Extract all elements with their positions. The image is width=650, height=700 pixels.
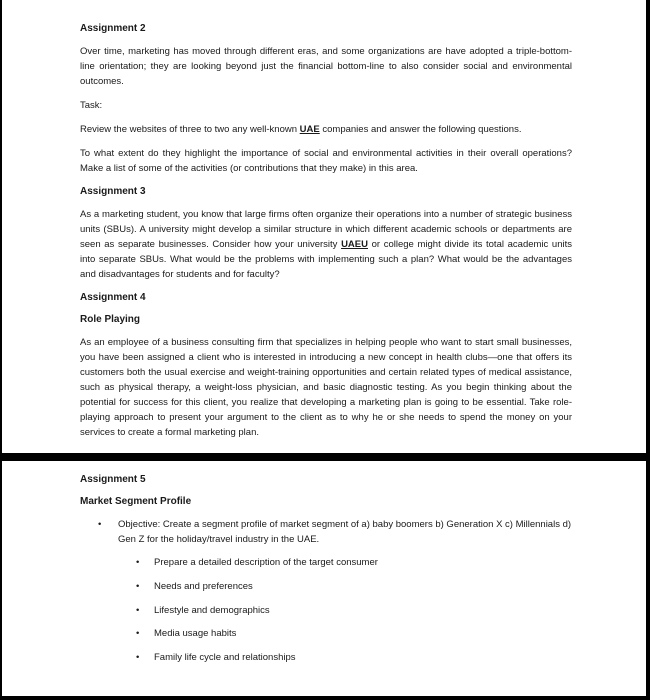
bullet-icon: •	[136, 580, 140, 592]
uae-tag: UAE	[299, 124, 320, 135]
assignment-2-intro: Over time, marketing has moved through different eras, and some organizations are have adopted a triple-bottom-line orientation; they are looking beyond just the financial bottom-line to also consider social and environmental outcomes.	[80, 46, 572, 87]
list-item-text: Family life cycle and relationships	[154, 652, 296, 664]
assignment-5-heading: Assignment 5	[80, 474, 146, 485]
objective-text: Objective: Create a segment profile of market segment of a) baby boomers b) Generation X c) Millennials d) Gen Z for the holiday/travel industry in the UAE.	[118, 519, 572, 545]
assignment-3-text-end: or college might divide its total academic units into separate SBUs. What would be the problems with implementing such a plan? What would be the advantages and disadvantages for students and for faculty?	[80, 239, 573, 280]
list-item	[136, 650, 572, 665]
list-item	[136, 626, 572, 641]
page-bottom-content	[80, 473, 572, 674]
assignment-2-review	[80, 122, 572, 137]
bullet-icon: •	[136, 557, 140, 568]
task-label: Task:	[80, 100, 103, 111]
assignment-2-question: To what extent do they highlight the importance of social and environmental activities in their overall operations? Make a list of some of the activities (or contributions that they make) in this area.	[80, 148, 572, 174]
assignment-4-heading: Assignment 4	[80, 292, 146, 303]
assignment-3-text-start: As a marketing student, you know that large firms often organize their operations into a number of strategic business units (SBUs). A university might develop a similar structure in which different academic schools or departments are seen as separate businesses. Consider how your university	[80, 209, 572, 250]
bullet-icon: •	[136, 628, 140, 640]
list-item	[136, 555, 572, 570]
bullet-icon: •	[136, 604, 140, 616]
list-item-text: Lifestyle and demographics	[154, 604, 270, 616]
document-page-bottom	[2, 461, 646, 696]
objective-item	[98, 517, 572, 547]
page-top-content	[80, 22, 572, 449]
assignment-4-text: As an employee of a business consulting firm that specializes in helping people who want to start small businesses, you have been assigned a client who is interested in introducing a new concept in health clubs—one that offers its customers both the usual exercise and weight-training opportunities and certain related types of medical assistance, such as physical therapy, a weight-loss physician, and basic diagnostic testing. As you begin thinking about the potential for success for this client, you realize that developing a marketing plan is going to be essential. Take role-playing approach to present your argument to the client as to why he or she needs to spend the money on your services to create a formal marketing plan.	[80, 337, 572, 438]
document-page-top	[2, 0, 646, 453]
review-text-end: companies and answer the following questions.	[319, 124, 522, 135]
market-segment-subheading: Market Segment Profile	[80, 496, 192, 507]
bullet-icon: •	[98, 519, 102, 530]
bullet-icon: •	[136, 652, 140, 664]
list-item-text: Needs and preferences	[154, 580, 253, 592]
uaeu-tag: UAEU	[341, 239, 368, 250]
assignment-2-heading: Assignment 2	[80, 23, 146, 34]
list-item	[136, 579, 572, 594]
review-text-start: Review the websites of three to two any well-known	[80, 124, 300, 135]
list-item	[136, 603, 572, 618]
assignment-3-text	[80, 207, 572, 282]
role-playing-subheading: Role Playing	[80, 314, 141, 325]
task-sub-list	[136, 555, 572, 665]
list-item-text: Prepare a detailed description of the target consumer	[154, 557, 378, 568]
assignment-3-heading: Assignment 3	[80, 186, 146, 197]
list-item-text: Media usage habits	[154, 628, 237, 640]
